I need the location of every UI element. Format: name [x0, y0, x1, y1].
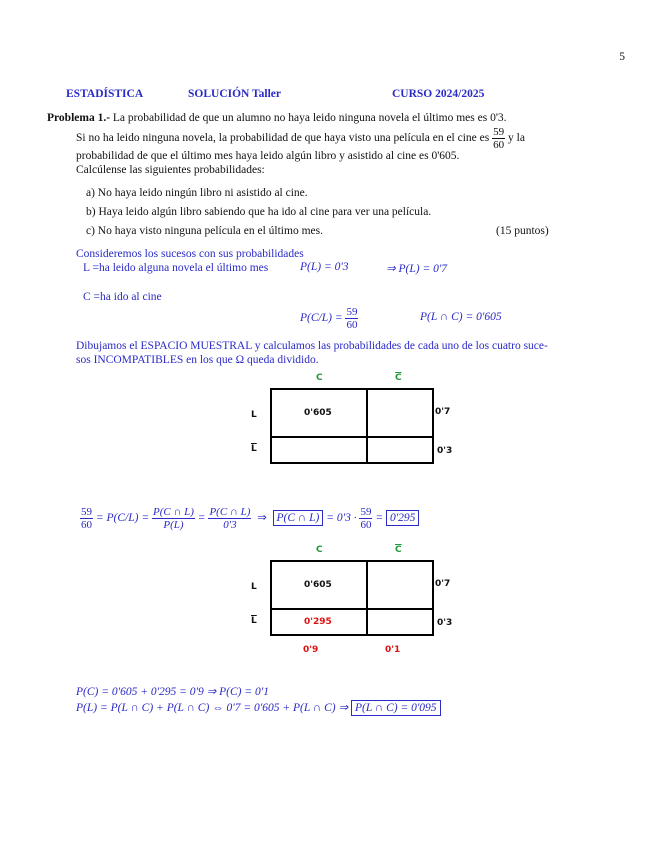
eq-fraction-3-num: P(C ∩ L) [209, 506, 251, 518]
prob-L: ⇒ P(L) = 0'7 [386, 263, 448, 275]
eq-fraction-2 [152, 506, 195, 531]
prob-L-and-C: P(L ∩ C) = 0'605 [420, 311, 502, 323]
header-subject: ESTADÍSTICA [66, 88, 144, 100]
final-line-1: P(C) = 0'605 + 0'295 = 0'9 ⇒ P(C) = 0'1 [76, 686, 269, 698]
problem-item-b: b) Haya leido algún libro sabiendo que ha ido al cine para ver una película. [86, 206, 432, 218]
problem-text-2b: y la [508, 132, 525, 145]
problem-line-1 [47, 111, 607, 126]
cond-prob-lhs: P(C/L) = [300, 312, 343, 325]
table2-col-C: C [316, 545, 323, 555]
eq-fraction-1-den: 60 [81, 519, 92, 531]
cond-fraction-numerator: 59 [346, 306, 358, 318]
eq-fraction-3 [208, 506, 251, 531]
eq-boxed-result: 0'295 [386, 510, 419, 526]
problem-text-1: La probabilidad de que un alumno no haya leido ninguna novela el último mes es 0'3. [112, 112, 507, 124]
problem-line-3: probabilidad de que el último mes haya leido algún libro y asistido al cine es 0'605. [76, 150, 460, 162]
eq-fraction-4-num: 59 [360, 506, 372, 518]
header-title: SOLUCIÓN Taller [188, 88, 281, 100]
table2-horizontal-divider [272, 608, 432, 610]
cond-fraction-denominator: 60 [346, 319, 358, 331]
table2-row-L: L [251, 582, 257, 592]
eq-arrow: ⇒ [257, 512, 267, 525]
cond-prob [300, 306, 358, 331]
problem-line-2 [76, 126, 606, 151]
header-course: CURSO 2024/2025 [392, 88, 485, 100]
sample-space-table-2 [270, 560, 434, 636]
eq-part-2: = [197, 512, 206, 525]
table1-row-notL: $\overline{L}$ [251, 444, 257, 454]
problem-label: Problema 1.- [47, 112, 111, 124]
table2-col-notC-total: 0'1 [385, 645, 401, 655]
final-line-2-text: P(L) = P(L ∩ C) + P(L ∩ C) ⇔ 0'7 = 0'605 + P(L ∩ C) ⇒ [76, 702, 349, 714]
table2-row-notL-total: 0'3 [437, 618, 453, 628]
table2-row-L-total: 0'7 [435, 579, 451, 589]
eq-fraction-1-num: 59 [81, 506, 92, 518]
final-line-2 [76, 700, 441, 714]
eq-part-1: = P(C/L) = [95, 512, 150, 525]
table1-horizontal-divider [272, 436, 432, 438]
table2-row-notL: $\overline{L}$ [251, 616, 257, 626]
eq-fraction-4 [359, 506, 372, 531]
final-line-2-boxed-result: P(L ∩ C) = 0'095 [351, 700, 441, 716]
table2-cell-L-C: 0'605 [304, 580, 332, 590]
table1-cell-L-C: 0'605 [304, 408, 332, 418]
eq-fraction-2-num: P(C ∩ L) [152, 506, 194, 518]
sample-space-line-1: Dibujamos el ESPACIO MUESTRAL y calculamos las probabilidades de cada uno de los cuatro suce- [76, 340, 548, 352]
eq-fraction-3-den: 0'3 [223, 519, 237, 531]
problem-text-2a: Si no ha leido ninguna novela, la probabilidad de que haya visto una película en el cine es [76, 132, 490, 145]
event-L-definition: L =ha leido alguna novela el último mes [83, 262, 269, 274]
cond-prob-fraction [345, 306, 358, 331]
problem-item-c: c) No haya visto ninguna película en el último mes. [86, 225, 323, 237]
solution-intro: Consideremos los sucesos con sus probabilidades [76, 248, 304, 260]
table2-vertical-divider [366, 562, 368, 634]
fraction-numerator: 59 [493, 126, 505, 138]
table1-row-notL-total: 0'3 [437, 446, 453, 456]
problem-fraction [492, 126, 505, 151]
problem-points: (15 puntos) [496, 225, 549, 237]
table1-col-notC: $\overline{C}$ [395, 373, 402, 383]
eq-fraction-4-den: 60 [360, 519, 372, 531]
problem-line-4: Calcúlense las siguientes probabilidades: [76, 164, 265, 176]
eq-part-3: = 0'3 · [326, 512, 357, 525]
eq-part-4: = [375, 512, 384, 525]
table1-row-L: L [251, 410, 257, 420]
conditional-equation [80, 506, 419, 531]
problem-item-a: a) No haya leido ningún libro ni asistido al cine. [86, 187, 308, 199]
eq-boxed-lhs: P(C ∩ L) [273, 510, 324, 526]
sample-space-line-2: sos INCOMPATIBLES en los que Ω queda dividido. [76, 354, 319, 366]
event-C-definition: C =ha ido al cine [83, 291, 162, 303]
table1-col-C: C [316, 373, 323, 383]
fraction-denominator: 60 [493, 139, 505, 151]
page-number: 5 [619, 51, 625, 63]
table1-row-L-total: 0'7 [435, 407, 451, 417]
eq-fraction-1 [80, 506, 93, 531]
table2-col-notC: $\overline{C}$ [395, 545, 402, 555]
table2-cell-notL-C: 0'295 [304, 617, 332, 627]
prob-not-L: P(L) = 0'3 [300, 261, 349, 273]
table2-col-C-total: 0'9 [303, 645, 319, 655]
eq-fraction-2-den: P(L) [163, 519, 184, 531]
table1-vertical-divider [366, 390, 368, 462]
sample-space-table-1 [270, 388, 434, 464]
